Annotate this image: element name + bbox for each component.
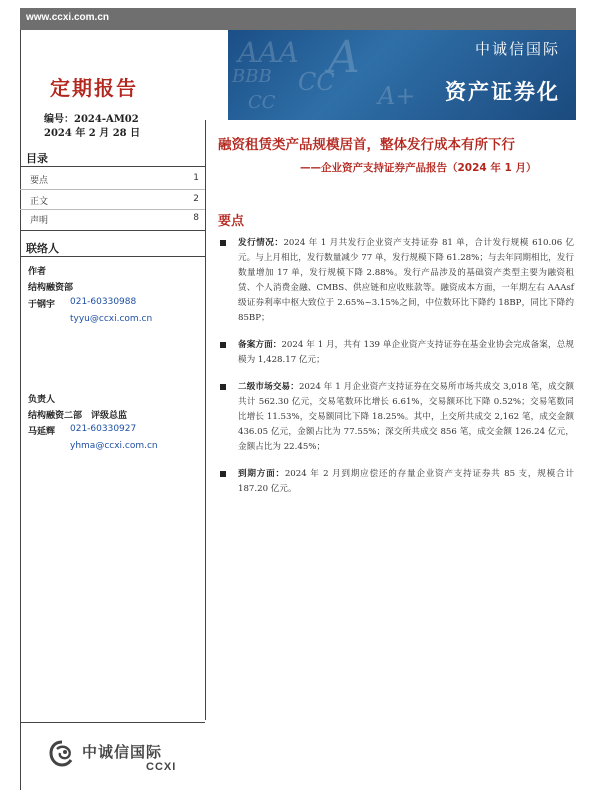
key-points-heading: 要点 [218, 214, 245, 229]
list-item [218, 338, 574, 368]
list-item [218, 467, 574, 497]
square-bullet-icon [220, 342, 226, 348]
ccxi-logo-icon [48, 739, 76, 769]
banner-decoration: CC [248, 92, 276, 113]
lead-dept: 结构融资二部 评级总监 [28, 411, 128, 421]
list-item-label: 备案方面： [238, 340, 282, 350]
logo-text-en: CCXI [146, 761, 177, 773]
toc-item[interactable] [20, 210, 205, 228]
lead-email[interactable]: yhma@ccxi.com.cn [70, 441, 158, 451]
list-item-text: 2024 年 1 月，共有 139 单企业资产支持证券在基金业协会完成备案，总规模为 1,428.17 亿元； [238, 340, 574, 365]
divider [20, 256, 205, 257]
lead-phone: 021-60330927 [70, 424, 137, 434]
list-item-text: 2024 年 1 月共发行企业资产支持证券 81 单，合计发行规模 610.06 亿元。与上月相比，发行数量减少 77 单，发行规模下降 61.28%；与去年同期相比，发行数量增加 17 单，发行规模下降 2.88%。发行产品涉及的基础资产类型主要为融资租赁、个人消费金融、CMBS、供应链和应收账款等。融资成本方面，一年期左右 AAAsf 级证券利率中枢大致位于 2.65%~3.15%之间，中位数环比下降约 18BP，同比下降约 85BP； [238, 238, 574, 323]
header-banner [228, 30, 576, 120]
list-item [218, 236, 574, 326]
banner-decoration: AAA [238, 36, 299, 69]
toc-item-page: 8 [193, 213, 199, 223]
divider [20, 189, 205, 190]
toc-heading: 目录 [26, 152, 48, 165]
author-name: 于钢宇 [28, 300, 56, 310]
toc-item-label: 正文 [30, 197, 49, 207]
author-label: 作者 [28, 267, 47, 277]
list-item-label: 发行情况： [238, 238, 284, 248]
list-item-text: 2024 年 2 月到期应偿还的存量企业资产支持证券共 85 支，规模合计 187.20 亿元。 [238, 469, 574, 494]
top-bar [20, 8, 576, 30]
page-title: 融资租赁类产品规模居首，整体发行成本有所下行 [218, 137, 515, 153]
toc-item-label: 声明 [30, 216, 49, 226]
left-border [20, 30, 21, 790]
toc-item-label: 要点 [30, 176, 49, 186]
square-bullet-icon [220, 240, 226, 246]
divider [20, 166, 205, 167]
toc-item-page: 2 [193, 194, 199, 204]
report-topic: 资产证券化 [445, 80, 560, 104]
site-url[interactable]: www.ccxi.com.cn [26, 12, 109, 23]
company-logo [20, 722, 205, 791]
brand-name: 中诚信国际 [474, 40, 560, 58]
square-bullet-icon [220, 471, 226, 477]
square-bullet-icon [220, 384, 226, 390]
page-subtitle: ——企业资产支持证券产品报告（2024 年 1 月） [300, 162, 537, 174]
toc-item[interactable] [20, 191, 205, 209]
toc-item[interactable] [20, 170, 205, 188]
divider [20, 230, 205, 231]
report-type: 定期报告 [50, 76, 138, 100]
author-email[interactable]: tyyu@ccxi.com.cn [70, 314, 153, 324]
report-number: 编号：2024-AM02 [44, 114, 139, 125]
author-dept: 结构融资部 [28, 283, 74, 293]
toc-item-page: 1 [193, 173, 199, 183]
author-phone: 021-60330988 [70, 297, 137, 307]
list-item-label: 到期方面： [238, 469, 285, 479]
report-date: 2024 年 2 月 28 日 [44, 128, 141, 139]
lead-name: 马延辉 [28, 427, 56, 437]
banner-decoration: A [328, 32, 360, 83]
banner-decoration: CC [298, 68, 335, 96]
list-item-label: 二级市场交易： [238, 382, 299, 392]
list-item [218, 380, 574, 455]
banner-decoration: A+ [378, 82, 416, 110]
banner-decoration: BBB [232, 66, 272, 87]
contacts-heading: 联络人 [26, 242, 59, 255]
column-divider [205, 120, 206, 720]
key-points-list [218, 236, 574, 509]
logo-text-cn: 中诚信国际 [82, 743, 163, 761]
list-item-text: 2024 年 1 月企业资产支持证券在交易所市场共成交 3,018 笔，成交额共计 562.30 亿元，交易笔数环比增长 6.61%，交易额环比下降 0.52%；交易笔数同比增长 11.53%，交易额同比下降 18.25%。其中，上交所共成交 2,162 笔，成交金额 436.05 亿元，金额占比为 77.55%；深交所共成交 856 笔，成交金额 126.24 亿元，金额占比为 22.45%； [238, 382, 574, 452]
lead-label: 负责人 [28, 395, 56, 405]
